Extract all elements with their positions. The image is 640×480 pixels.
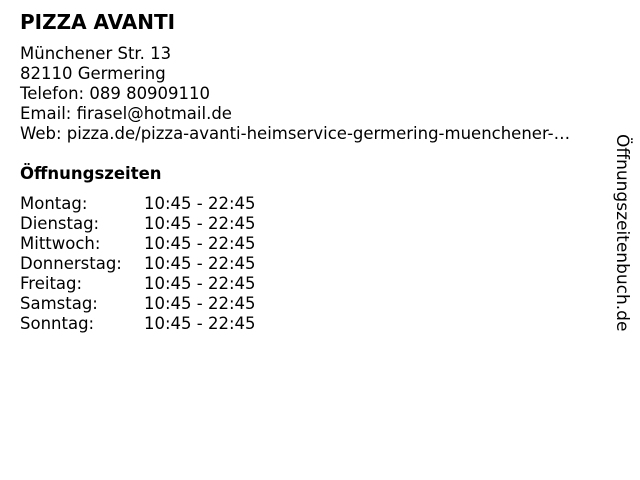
hours-day-label: Freitag: xyxy=(20,274,83,293)
hours-day-label: Samstag: xyxy=(20,294,98,313)
hours-day-label: Donnerstag: xyxy=(20,254,122,273)
hours-day-label: Montag: xyxy=(20,194,88,213)
address-street: Münchener Str. 13 xyxy=(20,44,172,63)
opening-hours-heading: Öffnungszeiten xyxy=(20,164,162,183)
address-city: 82110 Germering xyxy=(20,64,166,83)
hours-row-thursday xyxy=(20,254,256,274)
hours-row-tuesday xyxy=(20,214,256,234)
source-credit: Öffnungszeitenbuch.de xyxy=(612,134,632,332)
hours-row-friday xyxy=(20,274,256,294)
contact-block xyxy=(20,44,606,144)
business-name: PIZZA AVANTI xyxy=(20,10,176,34)
hours-row-sunday xyxy=(20,314,256,334)
hours-time-value: 10:45 - 22:45 xyxy=(144,294,256,313)
hours-day-label: Sonntag: xyxy=(20,314,95,333)
website-link[interactable]: Web: pizza.de/pizza-avanti-heimservice-germering-muenchener-… xyxy=(20,124,571,143)
opening-hours-table xyxy=(20,194,256,334)
hours-row-saturday xyxy=(20,294,256,314)
hours-row-wednesday xyxy=(20,234,256,254)
hours-row-monday xyxy=(20,194,256,214)
hours-time-value: 10:45 - 22:45 xyxy=(144,314,256,333)
email-address: Email: firasel@hotmail.de xyxy=(20,104,232,123)
hours-time-value: 10:45 - 22:45 xyxy=(144,254,256,273)
hours-time-value: 10:45 - 22:45 xyxy=(144,214,256,233)
hours-time-value: 10:45 - 22:45 xyxy=(144,194,256,213)
hours-time-value: 10:45 - 22:45 xyxy=(144,274,256,293)
hours-day-label: Mittwoch: xyxy=(20,234,101,253)
hours-day-label: Dienstag: xyxy=(20,214,100,233)
hours-time-value: 10:45 - 22:45 xyxy=(144,234,256,253)
phone-number: Telefon: 089 80909110 xyxy=(20,84,211,103)
